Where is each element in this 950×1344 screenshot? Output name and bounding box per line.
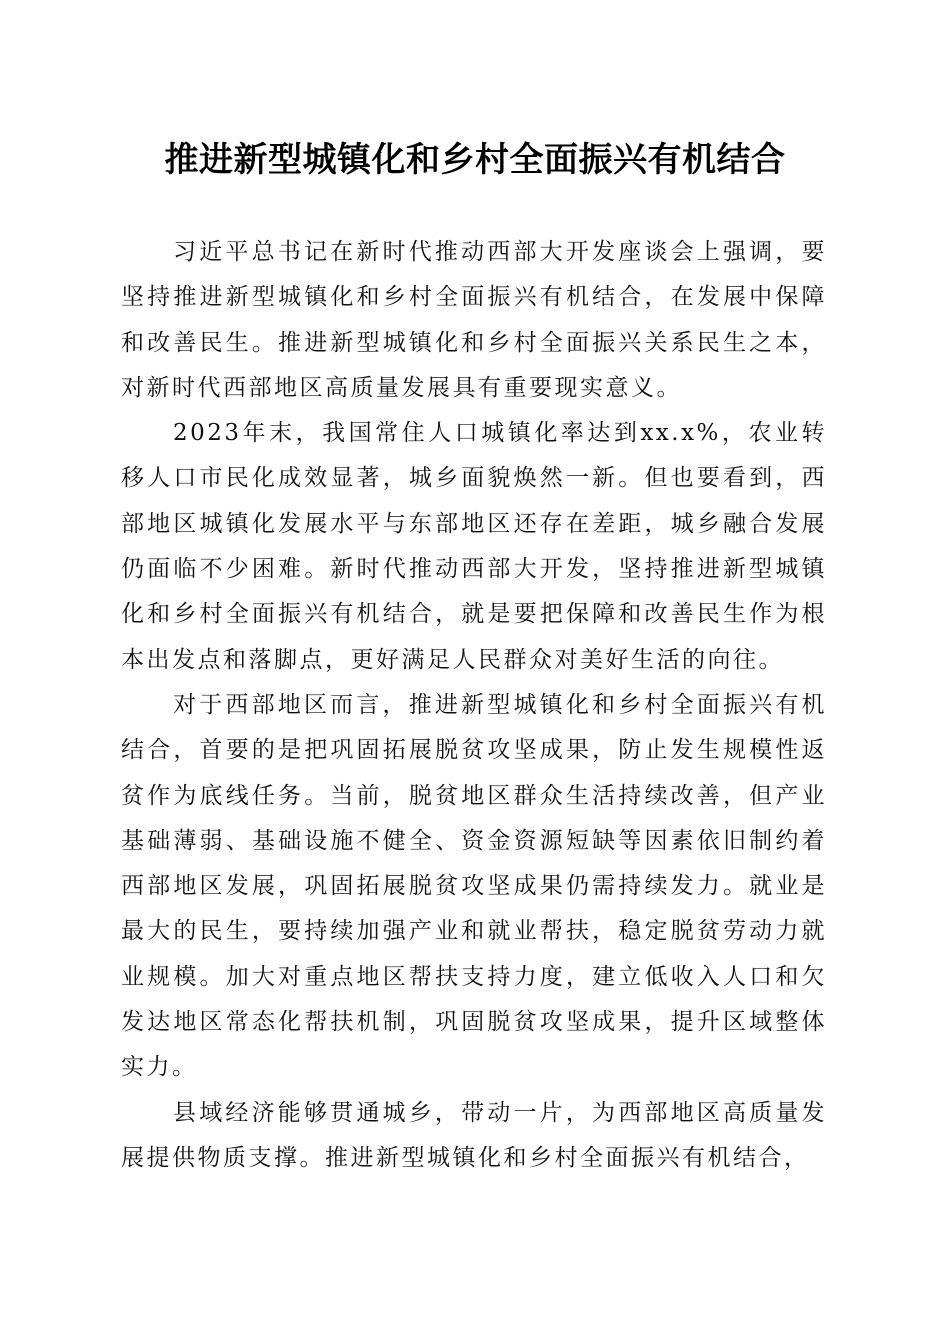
body-paragraph-3: 对于西部地区而言，推进新型城镇化和乡村全面振兴有机结合，首要的是把巩固拓展脱贫攻坚成果，防止发生规模性返贫作为底线任务。当前，脱贫地区群众生活持续改善，但产业基础薄弱、基础设施不健全、资金资源短缺等因素依旧制约着西部地区发展，巩固拓展脱贫攻坚成果仍需持续发力。就业是最大的民生，要持续加强产业和就业帮扶，稳定脱贫劳动力就业规模。加大对重点地区帮扶支持力度，建立低收入人口和欠发达地区常态化帮扶机制，巩固脱贫攻坚成果，提升区域整体实力。 (121, 691, 827, 1081)
body-paragraph-4: 县域经济能够贯通城乡，带动一片，为西部地区高质量发展提供物质支撑。推进新型城镇化和乡村全面振兴有机结合， (121, 1099, 827, 1171)
body-paragraph-1: 习近平总书记在新时代推动西部大开发座谈会上强调，要坚持推进新型城镇化和乡村全面振兴有机结合，在发展中保障和改善民生。推进新型城镇化和乡村全面振兴关系民生之本，对新时代西部地区高质量发展具有重要现实意义。 (121, 239, 827, 401)
body-paragraph-2: 2023年末，我国常住人口城镇化率达到xx.x%，农业转移人口市民化成效显著，城乡面貌焕然一新。但也要看到，西部地区城镇化发展水平与东部地区还存在差距，城乡融合发展仍面临不少困难。新时代推动西部大开发，坚持推进新型城镇化和乡村全面振兴有机结合，就是要把保障和改善民生作为根本出发点和落脚点，更好满足人民群众对美好生活的向往。 (121, 420, 827, 673)
document-title: 推进新型城镇化和乡村全面振兴有机结合 (164, 140, 786, 180)
document-body (121, 230, 827, 1181)
